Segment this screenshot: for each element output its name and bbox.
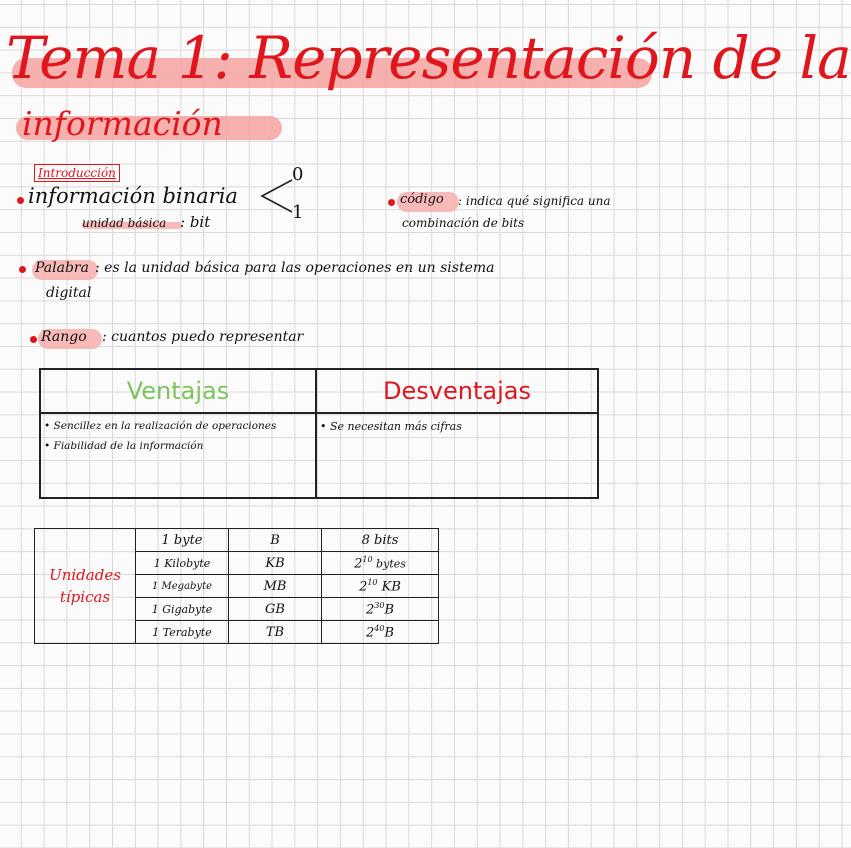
unit-value [322, 529, 439, 552]
unit-value-base: 2 [365, 625, 375, 641]
unit-value-exp: 40 [374, 623, 385, 633]
palabra-term: Palabra [35, 260, 89, 276]
page-title-continuation: información [22, 104, 223, 143]
unit-value: : bit [180, 213, 211, 231]
bullet-dot [30, 336, 37, 343]
unit-value-base: 2 [354, 556, 363, 572]
bullet-dot [19, 266, 26, 273]
unit-value-base: 2 [365, 602, 375, 618]
binary-branch-icon [256, 168, 296, 218]
advantage-item: • Fiabilidad de la información [44, 440, 204, 452]
unit-value-suffix: bytes [372, 557, 406, 571]
unit-value-suffix: KB [377, 579, 401, 595]
unit-symbol: GB [229, 598, 322, 621]
binary-info-term: información binaria [28, 184, 238, 208]
unit-value-exp: 10 [367, 577, 378, 587]
unit-value-exp: 30 [374, 600, 385, 610]
unit-name: 1 Terabyte [136, 621, 229, 644]
unit-name: 1 byte [136, 529, 229, 552]
units-table [34, 528, 439, 644]
codigo-term: código [400, 192, 444, 207]
bullet-dot [388, 199, 395, 206]
branch-zero: 0 [292, 164, 304, 185]
unit-value [322, 575, 439, 598]
disadvantage-item: • Se necesitan más cifras [320, 420, 462, 433]
unit-value-base: 2 [359, 579, 368, 595]
unit-symbol: B [229, 529, 322, 552]
codigo-definition-line2: combinación de bits [402, 216, 525, 230]
unit-symbol: TB [229, 621, 322, 644]
units-label-line2: típicas [59, 588, 111, 606]
unit-symbol: MB [229, 575, 322, 598]
advantages-table [39, 368, 599, 499]
advantage-item: • Sencillez en la realización de operaciones [44, 420, 277, 432]
units-label-line1: Unidades [49, 566, 121, 584]
unit-value-suffix: B [384, 602, 395, 618]
disadvantages-cell [316, 413, 598, 498]
unit-name: 1 Gigabyte [136, 598, 229, 621]
advantages-cell [40, 413, 316, 498]
palabra-definition-line1: : es la unidad básica para las operaciones en un sistema [95, 260, 495, 276]
unit-value-exp: 10 [362, 554, 373, 564]
branch-one: 1 [292, 202, 304, 223]
unit-value [322, 552, 439, 575]
rango-definition: : cuantos puedo representar [102, 329, 304, 345]
bullet-dot [17, 197, 24, 204]
units-label [35, 529, 136, 644]
disadvantages-header: Desventajas [316, 369, 598, 413]
unit-name: 1 Megabyte [136, 575, 229, 598]
unit-name: 1 Kilobyte [136, 552, 229, 575]
unit-value [322, 598, 439, 621]
palabra-definition-line2: digital [46, 285, 92, 301]
rango-term: Rango [41, 329, 87, 345]
unit-symbol: KB [229, 552, 322, 575]
unit-value [322, 621, 439, 644]
section-label-introduccion: Introducción [34, 164, 120, 182]
advantages-header: Ventajas [40, 369, 316, 413]
unit-value-base: 8 bits [361, 532, 399, 548]
unit-value-suffix: B [384, 625, 395, 641]
unit-label: unidad básica [82, 216, 167, 230]
codigo-definition-line1: : indica qué significa una [458, 194, 611, 208]
page-title: Tema 1: Representación de la [6, 24, 851, 92]
